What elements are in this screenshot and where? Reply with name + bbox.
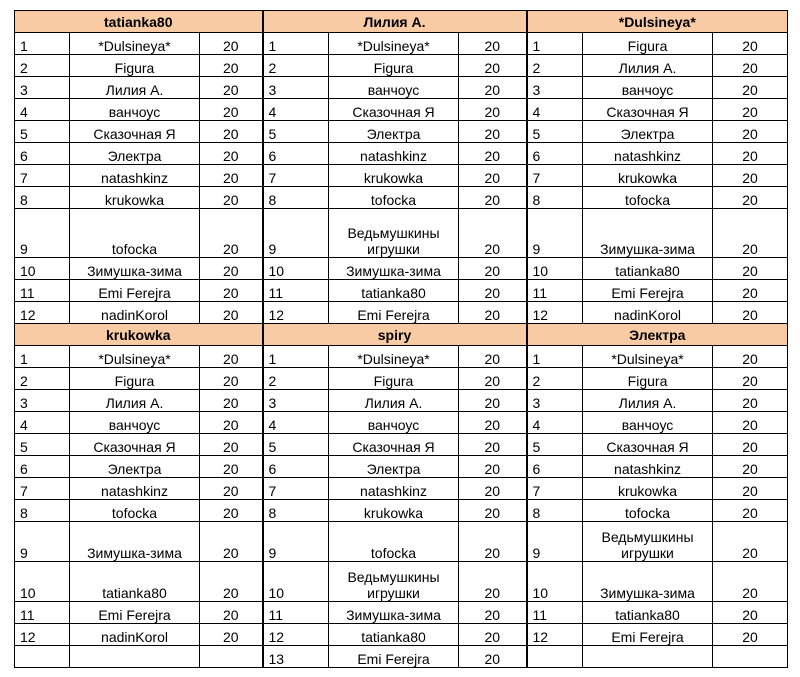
rank-cell: 1 — [263, 33, 329, 55]
rank-cell: 11 — [15, 602, 70, 624]
participant-cell: tatianka80 — [70, 562, 200, 602]
participant-cell: krukowka — [583, 165, 713, 187]
rating-sheet — [14, 10, 788, 668]
score-cell: 20 — [459, 143, 527, 165]
participant-cell: Сказочная Я — [329, 99, 459, 121]
participant-cell: natashkinz — [70, 165, 200, 187]
table-row — [15, 187, 788, 209]
score-cell: 20 — [200, 434, 263, 456]
score-cell: 20 — [713, 121, 788, 143]
score-cell: 20 — [200, 55, 263, 77]
table-header-row — [15, 11, 788, 33]
score-cell: 20 — [459, 187, 527, 209]
score-cell: 20 — [459, 209, 527, 258]
table-row — [15, 209, 788, 258]
score-cell: 20 — [200, 390, 263, 412]
rank-cell: 5 — [527, 121, 583, 143]
rank-cell: 8 — [15, 187, 70, 209]
rank-cell: 3 — [263, 77, 329, 99]
score-cell: 20 — [200, 562, 263, 602]
rank-cell: 7 — [15, 165, 70, 187]
participant-cell: natashkinz — [70, 478, 200, 500]
participant-cell: tofocka — [583, 500, 713, 522]
participant-cell: tofocka — [329, 187, 459, 209]
score-cell: 20 — [713, 456, 788, 478]
rank-cell: 6 — [15, 143, 70, 165]
table-header-row — [15, 324, 788, 346]
rank-cell: 8 — [263, 500, 329, 522]
rank-cell: 11 — [263, 280, 329, 302]
participant-cell: Зимушка-зима — [583, 562, 713, 602]
score-cell: 20 — [200, 500, 263, 522]
rank-cell: 3 — [527, 390, 583, 412]
rank-cell: 3 — [263, 390, 329, 412]
rank-cell: 8 — [263, 187, 329, 209]
rank-cell: 7 — [15, 478, 70, 500]
rank-cell: 8 — [527, 500, 583, 522]
score-cell: 20 — [459, 77, 527, 99]
participant-cell: *Dulsineya* — [70, 346, 200, 368]
score-cell: 20 — [459, 346, 527, 368]
participant-cell: natashkinz — [329, 478, 459, 500]
table-row — [15, 522, 788, 562]
participant-cell: tofocka — [329, 522, 459, 562]
score-cell: 20 — [459, 522, 527, 562]
rank-cell: 2 — [263, 55, 329, 77]
participant-cell: Emi Ferejra — [329, 302, 459, 324]
score-cell: 20 — [200, 302, 263, 324]
rank-cell: 6 — [15, 456, 70, 478]
participant-cell: ванчоус — [70, 99, 200, 121]
score-cell: 20 — [459, 280, 527, 302]
rank-cell: 5 — [527, 434, 583, 456]
score-cell: 20 — [713, 99, 788, 121]
score-cell — [200, 646, 263, 668]
participant-cell: Ведьмушкины игрушки — [583, 522, 713, 562]
participant-cell: Figura — [70, 368, 200, 390]
table-row — [15, 602, 788, 624]
participant-cell: nadinKorol — [70, 624, 200, 646]
rank-cell: 7 — [263, 478, 329, 500]
score-cell: 20 — [200, 165, 263, 187]
table-row — [15, 478, 788, 500]
table-row — [15, 456, 788, 478]
participant-cell: ванчоус — [583, 77, 713, 99]
rank-cell: 4 — [263, 99, 329, 121]
rank-cell: 4 — [527, 99, 583, 121]
rank-cell: 5 — [15, 121, 70, 143]
score-cell: 20 — [713, 412, 788, 434]
table-row — [15, 143, 788, 165]
rank-cell: 11 — [527, 602, 583, 624]
rank-cell: 6 — [527, 456, 583, 478]
participant-cell: *Dulsineya* — [329, 346, 459, 368]
score-cell: 20 — [713, 280, 788, 302]
score-cell: 20 — [713, 33, 788, 55]
score-cell: 20 — [713, 187, 788, 209]
table-title: Электра — [527, 324, 788, 346]
participant-cell: ванчоус — [329, 77, 459, 99]
rank-cell: 1 — [527, 33, 583, 55]
participant-cell: tofocka — [583, 187, 713, 209]
score-cell: 20 — [713, 165, 788, 187]
participant-cell: Лилия А. — [70, 390, 200, 412]
score-cell: 20 — [713, 209, 788, 258]
table-row — [15, 346, 788, 368]
rank-cell: 6 — [263, 456, 329, 478]
participant-cell: tatianka80 — [329, 624, 459, 646]
participant-cell: Электра — [583, 121, 713, 143]
score-cell: 20 — [459, 434, 527, 456]
score-cell: 20 — [713, 258, 788, 280]
participant-cell: Зимушка-зима — [329, 602, 459, 624]
table-row — [15, 121, 788, 143]
score-cell: 20 — [713, 522, 788, 562]
rank-cell: 10 — [263, 258, 329, 280]
score-cell: 20 — [200, 33, 263, 55]
rank-cell: 7 — [527, 478, 583, 500]
participant-cell: Сказочная Я — [583, 434, 713, 456]
rank-cell: 12 — [263, 302, 329, 324]
rank-cell: 8 — [15, 500, 70, 522]
score-cell: 20 — [459, 412, 527, 434]
table-title: spiry — [263, 324, 527, 346]
participant-cell: Figura — [583, 368, 713, 390]
participant-cell: Сказочная Я — [329, 434, 459, 456]
rank-cell: 4 — [15, 412, 70, 434]
rank-cell: 10 — [15, 258, 70, 280]
score-cell: 20 — [713, 302, 788, 324]
participant-cell: Зимушка-зима — [70, 522, 200, 562]
rank-cell: 2 — [527, 55, 583, 77]
participant-cell: Emi Ferejra — [583, 624, 713, 646]
score-cell: 20 — [200, 121, 263, 143]
score-cell: 20 — [713, 602, 788, 624]
participant-cell: Сказочная Я — [583, 99, 713, 121]
rank-cell: 3 — [15, 390, 70, 412]
score-cell: 20 — [200, 258, 263, 280]
participant-cell: nadinKorol — [70, 302, 200, 324]
score-cell: 20 — [200, 412, 263, 434]
score-cell: 20 — [459, 456, 527, 478]
rank-cell: 5 — [263, 121, 329, 143]
table-title: tatianka80 — [15, 11, 263, 33]
participant-cell: natashkinz — [583, 143, 713, 165]
participant-cell: Emi Ferejra — [329, 646, 459, 668]
participant-cell: nadinKorol — [583, 302, 713, 324]
table-row — [15, 258, 788, 280]
rank-cell: 10 — [15, 562, 70, 602]
table-row — [15, 646, 788, 668]
score-cell: 20 — [200, 368, 263, 390]
participant-cell: ванчоус — [329, 412, 459, 434]
score-cell: 20 — [459, 55, 527, 77]
participant-cell: Лилия А. — [329, 390, 459, 412]
score-cell: 20 — [200, 209, 263, 258]
participant-cell: Figura — [70, 55, 200, 77]
table-row — [15, 624, 788, 646]
score-cell: 20 — [200, 478, 263, 500]
rank-cell: 9 — [527, 522, 583, 562]
score-cell: 20 — [713, 478, 788, 500]
score-cell — [713, 646, 788, 668]
table-row — [15, 434, 788, 456]
table-title: Лилия А. — [263, 11, 527, 33]
score-cell: 20 — [459, 99, 527, 121]
participant-cell: Зимушка-зима — [70, 258, 200, 280]
rank-cell: 5 — [15, 434, 70, 456]
participant-cell: Сказочная Я — [70, 434, 200, 456]
score-cell: 20 — [200, 456, 263, 478]
participant-cell: *Dulsineya* — [329, 33, 459, 55]
score-cell: 20 — [713, 562, 788, 602]
rank-cell: 12 — [527, 624, 583, 646]
rank-cell: 10 — [527, 258, 583, 280]
score-cell: 20 — [200, 143, 263, 165]
participant-cell: krukowka — [329, 500, 459, 522]
table-row — [15, 500, 788, 522]
rank-cell: 7 — [527, 165, 583, 187]
participant-cell — [583, 646, 713, 668]
rank-cell: 1 — [15, 33, 70, 55]
rank-cell: 2 — [15, 55, 70, 77]
participant-cell: Emi Ferejra — [70, 602, 200, 624]
rank-cell: 12 — [15, 624, 70, 646]
score-cell: 20 — [459, 500, 527, 522]
table-row — [15, 55, 788, 77]
participant-cell: Лилия А. — [583, 55, 713, 77]
score-cell: 20 — [200, 77, 263, 99]
participant-cell: Электра — [329, 121, 459, 143]
rank-cell: 10 — [263, 562, 329, 602]
rank-cell: 9 — [15, 522, 70, 562]
rank-cell — [15, 646, 70, 668]
table-row — [15, 302, 788, 324]
participant-cell: tatianka80 — [583, 258, 713, 280]
score-cell: 20 — [713, 624, 788, 646]
table-title: *Dulsineya* — [527, 11, 788, 33]
score-cell: 20 — [713, 143, 788, 165]
rank-cell: 11 — [263, 602, 329, 624]
participant-cell: tatianka80 — [583, 602, 713, 624]
table-title: krukowka — [15, 324, 263, 346]
participant-cell: tofocka — [70, 209, 200, 258]
rank-cell: 9 — [263, 209, 329, 258]
rank-cell: 6 — [263, 143, 329, 165]
participant-cell: Emi Ferejra — [583, 280, 713, 302]
table-row — [15, 390, 788, 412]
score-cell: 20 — [713, 500, 788, 522]
rank-cell: 1 — [527, 346, 583, 368]
rank-cell: 11 — [15, 280, 70, 302]
participant-cell: Figura — [329, 368, 459, 390]
participant-cell: ванчоус — [70, 412, 200, 434]
participant-cell: Лилия А. — [583, 390, 713, 412]
participant-cell: Зимушка-зима — [329, 258, 459, 280]
participant-cell: natashkinz — [583, 456, 713, 478]
participant-cell: natashkinz — [329, 143, 459, 165]
participant-cell: ванчоус — [583, 412, 713, 434]
rank-cell: 12 — [527, 302, 583, 324]
rank-cell: 12 — [15, 302, 70, 324]
score-cell: 20 — [459, 33, 527, 55]
score-cell: 20 — [713, 55, 788, 77]
score-cell: 20 — [459, 258, 527, 280]
participant-cell: Сказочная Я — [70, 121, 200, 143]
table-row — [15, 33, 788, 55]
participant-cell: krukowka — [583, 478, 713, 500]
participant-cell: Зимушка-зима — [583, 209, 713, 258]
rank-cell: 2 — [527, 368, 583, 390]
participant-cell: Emi Ferejra — [70, 280, 200, 302]
participant-cell: Figura — [329, 55, 459, 77]
participant-cell: Электра — [329, 456, 459, 478]
rank-cell: 6 — [527, 143, 583, 165]
score-cell: 20 — [200, 280, 263, 302]
rank-cell: 9 — [527, 209, 583, 258]
rank-cell: 3 — [527, 77, 583, 99]
rank-cell: 12 — [263, 624, 329, 646]
score-cell: 20 — [459, 624, 527, 646]
score-cell: 20 — [459, 562, 527, 602]
score-cell: 20 — [459, 302, 527, 324]
participant-cell: tatianka80 — [329, 280, 459, 302]
rank-cell: 5 — [263, 434, 329, 456]
rank-cell: 11 — [527, 280, 583, 302]
table-row — [15, 165, 788, 187]
score-cell: 20 — [713, 77, 788, 99]
participant-cell: tofocka — [70, 500, 200, 522]
rank-cell: 3 — [15, 77, 70, 99]
table-row — [15, 368, 788, 390]
table-row — [15, 280, 788, 302]
score-cell: 20 — [713, 346, 788, 368]
rank-cell: 7 — [263, 165, 329, 187]
rank-cell: 4 — [527, 412, 583, 434]
score-cell: 20 — [200, 624, 263, 646]
score-cell: 20 — [200, 522, 263, 562]
table-row — [15, 77, 788, 99]
participant-cell: *Dulsineya* — [70, 33, 200, 55]
score-cell: 20 — [459, 478, 527, 500]
score-cell: 20 — [459, 368, 527, 390]
score-cell: 20 — [200, 99, 263, 121]
table-row — [15, 412, 788, 434]
participant-cell: Figura — [583, 33, 713, 55]
score-cell: 20 — [459, 646, 527, 668]
participant-cell: Электра — [70, 143, 200, 165]
rank-cell: 9 — [15, 209, 70, 258]
rank-cell: 13 — [263, 646, 329, 668]
table-row — [15, 99, 788, 121]
participant-cell — [70, 646, 200, 668]
participant-cell: Электра — [70, 456, 200, 478]
participant-cell: *Dulsineya* — [583, 346, 713, 368]
score-cell: 20 — [459, 390, 527, 412]
score-cell: 20 — [200, 187, 263, 209]
participant-cell: krukowka — [70, 187, 200, 209]
score-cell: 20 — [200, 602, 263, 624]
score-cell: 20 — [200, 346, 263, 368]
rank-cell: 10 — [527, 562, 583, 602]
rank-cell: 4 — [263, 412, 329, 434]
score-cell: 20 — [459, 165, 527, 187]
score-cell: 20 — [713, 368, 788, 390]
score-cell: 20 — [713, 434, 788, 456]
rank-cell: 1 — [263, 346, 329, 368]
participant-cell: krukowka — [329, 165, 459, 187]
rank-cell: 9 — [263, 522, 329, 562]
rank-cell: 2 — [263, 368, 329, 390]
score-cell: 20 — [459, 602, 527, 624]
participant-cell: Ведьмушкины игрушки — [329, 562, 459, 602]
rank-cell: 2 — [15, 368, 70, 390]
table-row — [15, 562, 788, 602]
score-cell: 20 — [459, 121, 527, 143]
participant-cell: Ведьмушкины игрушки — [329, 209, 459, 258]
rank-cell: 8 — [527, 187, 583, 209]
participant-cell: Лилия А. — [70, 77, 200, 99]
rank-cell — [527, 646, 583, 668]
rank-cell: 1 — [15, 346, 70, 368]
score-cell: 20 — [713, 390, 788, 412]
rank-cell: 4 — [15, 99, 70, 121]
